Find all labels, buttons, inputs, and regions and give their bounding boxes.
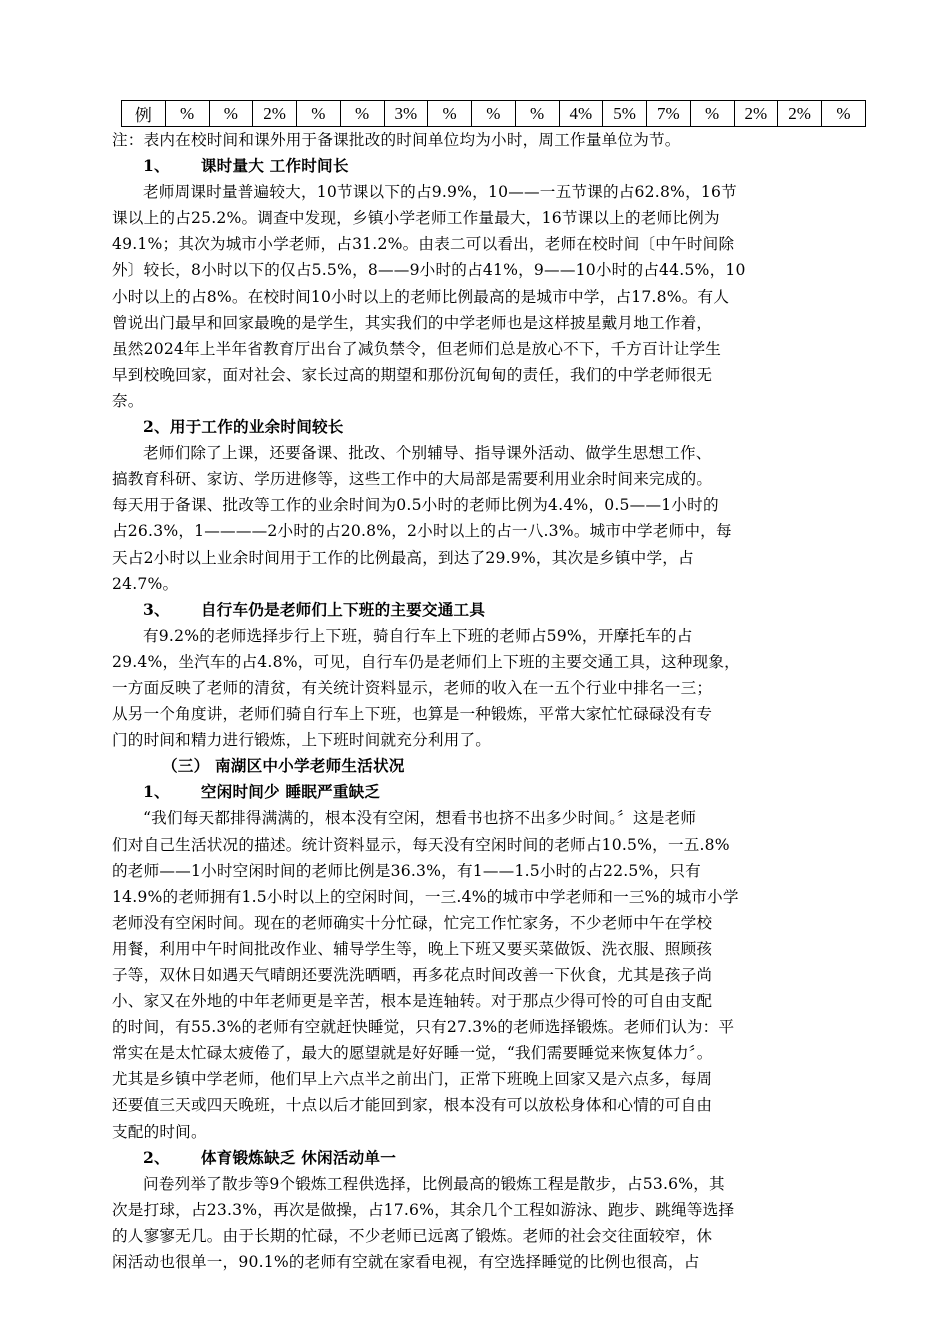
paragraph-line: 一方面反映了老师的清贫，有关统计资料显示，老师的收入在一五个行业中排名一三；	[112, 678, 713, 697]
paragraph-line: 的人寥寥无几。由于长期的忙碌，不少老师已远离了锻炼。老师的社会交往面较窄，休	[112, 1226, 713, 1245]
paragraph-line: 有9.2%的老师选择步行上下班，骑自行车上下班的老师占59%，开摩托车的占	[143, 626, 693, 645]
paragraph-line: 早到校晚回家，面对社会、家长过高的期望和那份沉甸甸的责任，我们的中学老师很无	[112, 365, 713, 384]
table-cell: 2%	[778, 101, 822, 127]
table-cell: 2%	[253, 101, 297, 127]
paragraph-line: 闲活动也很单一，90.1%的老师有空就在家看电视，有空选择睡觉的比例也很高，占	[112, 1253, 700, 1272]
paragraph-line: 常实在是太忙碌太疲倦了，最大的愿望就是好好睡一觉，“我们需要睡觉来恢复体力〞。	[112, 1044, 713, 1063]
section-heading	[112, 414, 857, 440]
paragraph-line: 的老师——1小时空闲时间的老师比例是36.3%，有1——1.5小时的占22.5%，只有	[112, 861, 701, 880]
section-heading	[112, 779, 857, 805]
table-cell: 5%	[603, 101, 647, 127]
paragraph-line: 从另一个角度讲，老师们骑自行车上下班，也算是一种锻炼，平常大家忙忙碌碌没有专	[112, 705, 713, 724]
table-cell: 2%	[734, 101, 778, 127]
paragraph-line: 14.9%的老师拥有1.5小时以上的空闲时间，一三.4%的城市中学老师和一三%的城市小学	[112, 887, 739, 906]
paragraph-line: 次是打球，占23.3%，再次是做操，占17.6%，其余几个工程如游泳、跑步、跳绳等选择	[112, 1200, 735, 1219]
table-cell: %	[297, 101, 341, 127]
paragraph-line: 们对自己生活状况的描述。统计资料显示，每天没有空闲时间的老师占10.5%，一五.8%	[112, 835, 730, 854]
paragraph-line: 的时间，有55.3%的老师有空就赶快睡觉，只有27.3%的老师选择锻炼。老师们认为：平	[112, 1018, 735, 1037]
heading-number: 1、	[143, 782, 170, 802]
paragraph-line: “我们每天都排得满满的，根本没有空闲，想看书也挤不出多少时间。〞这是老师	[143, 809, 697, 828]
paragraph-line: 老师没有空闲时间。现在的老师确实十分忙碌，忙完工作忙家务，不少老师中午在学校	[112, 913, 713, 932]
heading-text: 体育锻炼缺乏 休闲活动单一	[200, 1147, 397, 1167]
paragraph-line: 小、家又在外地的中年老师更是辛苦，根本是连轴转。对于那点少得可怜的可自由支配	[112, 992, 713, 1011]
table-cell: %	[209, 101, 253, 127]
paragraph-line: 老师周课时量普遍较大，10节课以下的占9.9%，10——一五节课的占62.8%，16节	[143, 183, 737, 202]
table-cell: %	[340, 101, 384, 127]
table-cell: 7%	[647, 101, 691, 127]
table-row	[122, 101, 866, 127]
paragraph-line: 课以上的占25.2%。调查中发现，乡镇小学老师工作量最大，16节课以上的老师比例为	[112, 209, 720, 228]
table-cell: 4%	[559, 101, 603, 127]
paragraph-line: 问卷列举了散步等9个锻炼工程供选择，比例最高的锻炼工程是散步，占53.6%，其	[143, 1174, 725, 1193]
heading-text: 2、用于工作的业余时间较长	[143, 417, 344, 437]
heading-number: 2、	[143, 1147, 170, 1167]
heading-text: 空闲时间少 睡眠严重缺乏	[200, 782, 381, 802]
table-cell: %	[428, 101, 472, 127]
paragraph-line: 曾说出门最早和回家最晚的是学生，其实我们的中学老师也是这样披星戴月地工作着，	[112, 313, 713, 332]
table-cell: %	[165, 101, 209, 127]
section-heading	[112, 1145, 857, 1171]
section-heading	[112, 753, 857, 779]
paragraph-line: 24.7%。	[112, 574, 179, 593]
paragraph-line: 搞教育科研、家访、学历进修等，这些工作中的大局部是需要利用业余时间来完成的。	[112, 470, 713, 489]
paragraph-line: 子等，双休日如遇天气晴朗还要洗洗晒晒，再多花点时间改善一下伙食，尤其是孩子尚	[112, 966, 713, 984]
paragraph-line: 每天用于备课、批改等工作的业余时间为0.5小时的老师比例为4.4%，0.5——1小时的	[112, 496, 719, 515]
heading-number: 3、	[143, 599, 170, 619]
paragraph-line: 虽然2024年上半年省教育厅出台了减负禁令，但老师们总是放心不下，千方百计让学生	[112, 339, 722, 358]
paragraph-line: 占26.3%，1————2小时的占20.8%，2小时以上的占一八.3%。城市中学老师中，每	[112, 522, 732, 541]
paragraph-line: 小时以上的占8%。在校时间10小时以上的老师比例最高的是城市中学，占17.8%。有人	[112, 287, 730, 306]
table-cell: %	[690, 101, 734, 127]
paragraph-line: 天占2小时以上业余时间用于工作的比例最高，到达了29.9%，其次是乡镇中学，占	[112, 548, 694, 567]
heading-text: 课时量大 工作时间长	[200, 156, 349, 176]
heading-number: 1、	[143, 156, 170, 176]
table-cell: %	[515, 101, 559, 127]
table-note: 注：表内在校时间和课外用于备课批改的时间单位均为小时，周工作量单位为节。	[112, 131, 681, 149]
heading-text: 自行车仍是老师们上下班的主要交通工具	[200, 599, 486, 619]
paragraph-line: 用餐，利用中午时间批改作业、辅导学生等，晚上下班又要买菜做饭、洗衣服、照顾孩	[112, 939, 713, 958]
stats-table	[121, 100, 866, 127]
document-page	[112, 100, 857, 1275]
paragraph-line: 尤其是乡镇中学老师，他们早上六点半之前出门，正常下班晚上回家又是六点多，每周	[112, 1070, 713, 1089]
section-heading	[112, 153, 857, 179]
paragraph-line: 29.4%，坐汽车的占4.8%，可见，自行车仍是老师们上下班的主要交通工具，这种现象，	[112, 652, 740, 671]
paragraph-line: 奈。	[112, 391, 144, 410]
paragraph-line: 门的时间和精力进行锻炼，上下班时间就充分利用了。	[112, 731, 492, 750]
table-cell: %	[822, 101, 866, 127]
table-cell: %	[472, 101, 516, 127]
heading-text: （三） 南湖区中小学老师生活状况	[162, 756, 405, 776]
paragraph-line: 外〕较长，8小时以下的仅占5.5%，8——9小时的占41%，9——10小时的占44.5%，10	[112, 261, 746, 280]
table-cell: 3%	[384, 101, 428, 127]
paragraph-line: 还要值三天或四天晚班，十点以后才能回到家，根本没有可以放松身体和心情的可自由	[112, 1096, 713, 1115]
body-text	[112, 127, 857, 1275]
paragraph-line: 老师们除了上课，还要备课、批改、个别辅导、指导课外活动、做学生思想工作、	[143, 444, 712, 463]
section-heading	[112, 597, 857, 623]
table-cell: 例	[122, 101, 166, 127]
paragraph-line: 49.1%；其次为城市小学老师，占31.2%。由表二可以看出，老师在校时间〔中午时间除	[112, 235, 735, 254]
paragraph-line: 支配的时间。	[112, 1122, 207, 1141]
